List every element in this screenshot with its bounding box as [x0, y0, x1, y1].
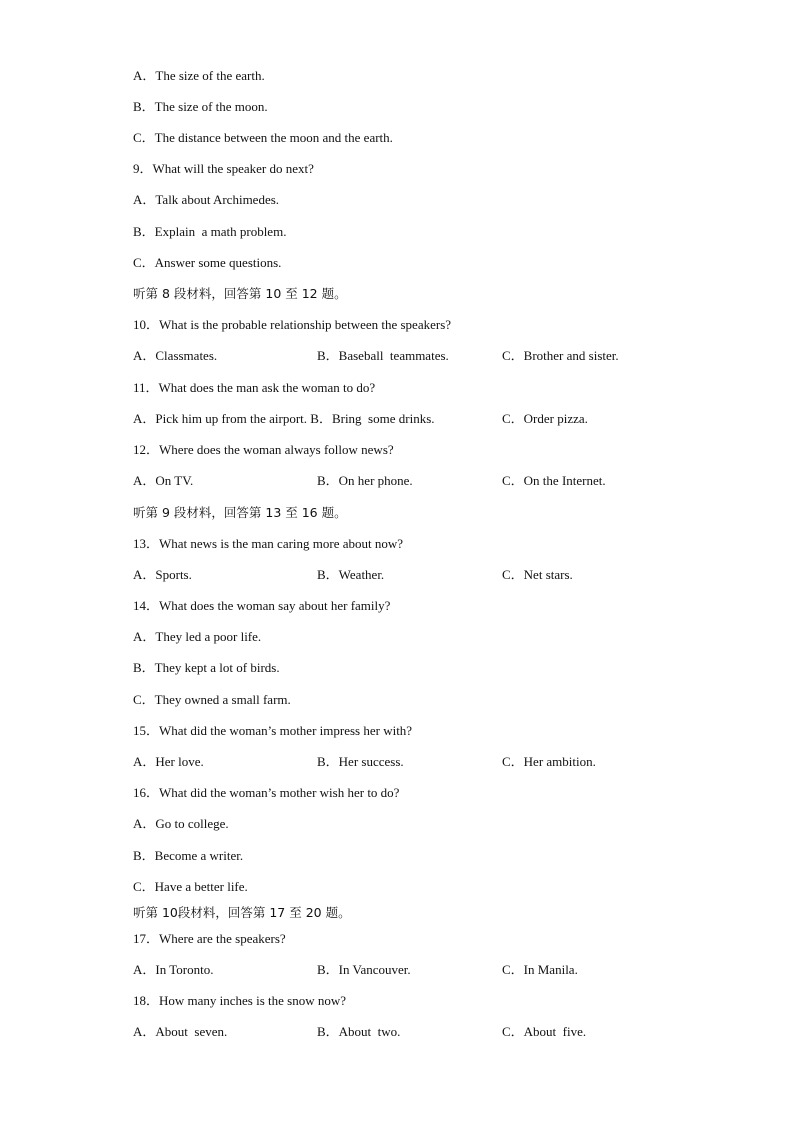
question-18: 18．How many inches is the snow now? [133, 993, 347, 1008]
section-10-heading: 听第 10段材料，回答第 17 至 20 题。 [133, 905, 351, 920]
q9-option-b: B．Explain a math problem. [133, 224, 287, 239]
q18-options [133, 1023, 733, 1041]
q15-options [133, 753, 733, 771]
q9-option-a: A．Talk about Archimedes. [133, 192, 280, 207]
q13-option-c: C．Net stars. [502, 567, 573, 582]
q12-option-c: C．On the Internet. [502, 473, 606, 488]
q15-option-a: A．Her love. [133, 754, 204, 769]
question-13: 13．What news is the man caring more about now? [133, 536, 404, 551]
q11-options [133, 410, 733, 428]
q14-option-c: C．They owned a small farm. [133, 692, 291, 707]
q10-option-c: C．Brother and sister. [502, 348, 619, 363]
section-8-heading: 听第 8 段材料，回答第 10 至 12 题。 [133, 286, 347, 301]
q10-option-b: B．Baseball teammates. [317, 348, 449, 363]
q10-option-a: A．Classmates. [133, 348, 218, 363]
q8-option-b: B．The size of the moon. [133, 99, 268, 114]
q18-option-b: B．About two. [317, 1024, 401, 1039]
q9-option-c: C．Answer some questions. [133, 255, 282, 270]
q16-option-b: B．Become a writer. [133, 848, 244, 863]
question-15: 15．What did the woman’s mother impress her with? [133, 723, 413, 738]
q17-option-a: A．In Toronto. [133, 962, 214, 977]
q17-options [133, 961, 733, 979]
q8-option-a: A．The size of the earth. [133, 68, 265, 83]
q15-option-c: C．Her ambition. [502, 754, 596, 769]
q13-options [133, 566, 733, 584]
question-17: 17．Where are the speakers? [133, 931, 286, 946]
section-9-heading: 听第 9 段材料，回答第 13 至 16 题。 [133, 505, 347, 520]
q17-option-b: B．In Vancouver. [317, 962, 411, 977]
q16-option-a: A．Go to college. [133, 816, 229, 831]
q11-option-a-b: A．Pick him up from the airport. B．Bring some drinks. [133, 411, 435, 426]
q8-option-c: C．The distance between the moon and the earth. [133, 130, 393, 145]
q13-option-b: B．Weather. [317, 567, 385, 582]
q16-option-c: C．Have a better life. [133, 879, 248, 894]
q17-option-c: C．In Manila. [502, 962, 578, 977]
question-14: 14．What does the woman say about her family? [133, 598, 391, 613]
question-11: 11．What does the man ask the woman to do? [133, 380, 376, 395]
q18-option-a: A．About seven. [133, 1024, 228, 1039]
q12-option-b: B．On her phone. [317, 473, 413, 488]
question-10: 10．What is the probable relationship between the speakers? [133, 317, 452, 332]
q12-options [133, 472, 733, 490]
question-12: 12．Where does the woman always follow news? [133, 442, 394, 457]
q10-options [133, 347, 733, 365]
q13-option-a: A．Sports. [133, 567, 192, 582]
q18-option-c: C．About five. [502, 1024, 587, 1039]
q14-option-b: B．They kept a lot of birds. [133, 660, 280, 675]
question-16: 16．What did the woman’s mother wish her to do? [133, 785, 400, 800]
q11-option-c: C．Order pizza. [502, 411, 588, 426]
q12-option-a: A．On TV. [133, 473, 194, 488]
q14-option-a: A．They led a poor life. [133, 629, 262, 644]
question-9: 9．What will the speaker do next? [133, 161, 314, 176]
q15-option-b: B．Her success. [317, 754, 404, 769]
